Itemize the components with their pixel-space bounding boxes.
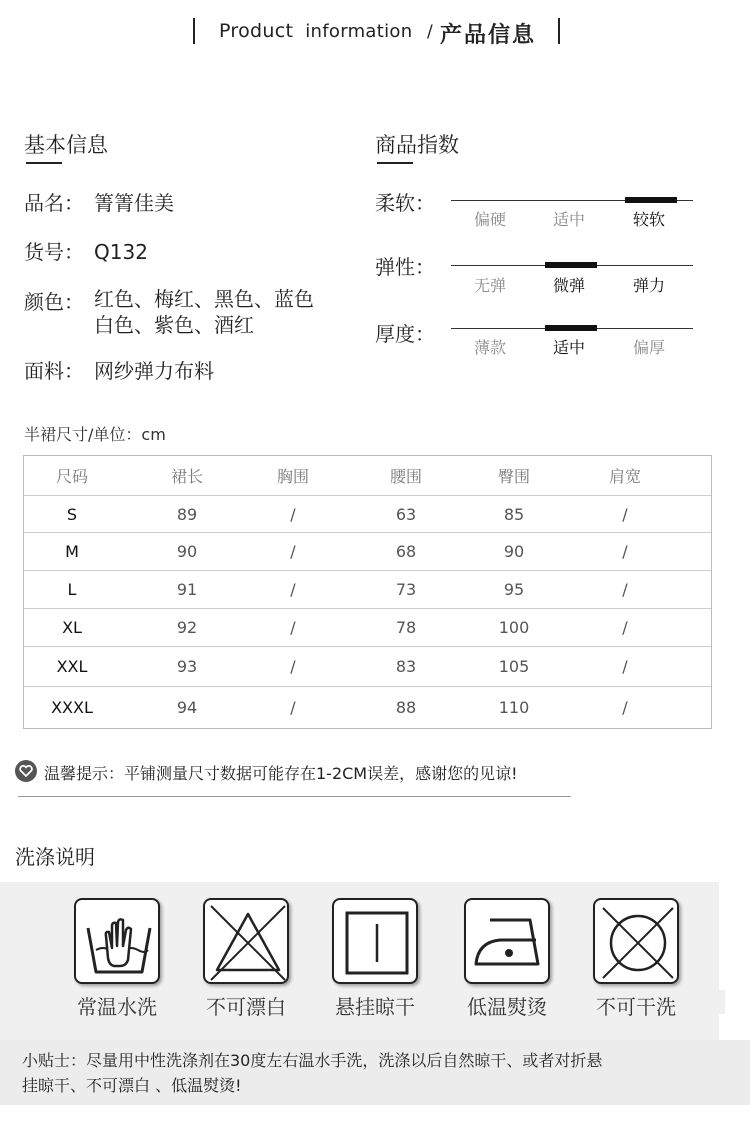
thickness-label: 厚度：	[375, 322, 435, 346]
softness-option-hard: 偏硬	[473, 210, 506, 229]
wash-instructions-title: 洗涤说明	[15, 845, 95, 869]
softness-label: 柔软：	[375, 191, 435, 215]
cell-hip: 85	[503, 504, 525, 524]
table-row	[24, 571, 711, 609]
cell-bust: /	[290, 504, 296, 524]
cell-shoulder: /	[622, 580, 628, 599]
color-value	[94, 286, 314, 338]
care-tips-text	[22, 1048, 712, 1098]
item-number-row	[24, 236, 148, 265]
thickness-indicator	[545, 325, 597, 331]
no-bleach-icon	[203, 898, 289, 984]
color-value-line2: 白色、紫色、酒红	[94, 313, 254, 337]
header-bar-right	[558, 18, 560, 44]
no-dry-clean-label: 不可干洗	[596, 995, 676, 1019]
fabric-label: 面料：	[24, 359, 84, 383]
cell-waist: 83	[395, 657, 417, 676]
color-label: 颜色：	[24, 290, 84, 314]
cell-length: 90	[176, 542, 198, 561]
cell-length: 89	[176, 504, 198, 524]
thickness-option-thin: 薄款	[473, 338, 506, 357]
color-value-line1: 红色、梅红、黑色、蓝色	[94, 287, 314, 311]
cell-length: 94	[176, 698, 198, 717]
size-table	[23, 455, 712, 729]
cell-bust: /	[290, 580, 296, 599]
elasticity-label: 弹性：	[375, 255, 435, 279]
product-index-title: 商品指数	[375, 133, 459, 157]
cell-hip: 110	[498, 698, 530, 717]
cell-waist: 63	[395, 504, 417, 524]
softness-indicator	[625, 197, 677, 203]
cell-length: 93	[176, 657, 198, 676]
fabric-value: 网纱弹力布料	[94, 359, 214, 383]
product-name-value: 箐箐佳美	[94, 191, 174, 215]
cell-hip: 95	[503, 580, 525, 599]
no-dry-clean-icon	[593, 898, 679, 984]
cell-bust: /	[290, 618, 296, 637]
hand-wash-label: 常温水洗	[77, 995, 157, 1019]
cell-shoulder: /	[622, 698, 628, 717]
cell-shoulder: /	[622, 657, 628, 676]
table-row	[24, 533, 711, 571]
header-en-word2: information	[305, 21, 413, 42]
heart-icon	[15, 760, 37, 782]
cell-size: XL	[62, 618, 82, 637]
cell-shoulder: /	[622, 618, 628, 637]
cell-hip: 100	[498, 618, 530, 637]
cell-waist: 68	[395, 542, 417, 561]
product-name-label: 品名：	[24, 191, 84, 215]
header-slash: /	[427, 22, 433, 42]
color-row	[24, 286, 94, 315]
thickness-option-medium: 适中	[552, 338, 585, 357]
cell-waist: 78	[395, 618, 417, 637]
header-length: 裙长	[170, 467, 203, 486]
header-chinese-title: 产品信息	[440, 23, 537, 48]
care-tips-line2: 挂晾干、不可漂白 、低温熨烫!	[22, 1076, 242, 1095]
section-header	[0, 18, 750, 48]
cell-bust: /	[290, 542, 296, 561]
elasticity-indicator	[545, 262, 597, 268]
header-bar-left	[193, 18, 195, 44]
measurement-tip: 温馨提示：平铺测量尺寸数据可能存在1-2CM误差，感谢您的见谅!	[44, 764, 518, 783]
table-row	[24, 687, 711, 728]
cell-shoulder: /	[622, 542, 628, 561]
cell-bust: /	[290, 657, 296, 676]
tip-divider	[18, 796, 571, 797]
header-en-word1: Product	[219, 20, 294, 42]
cell-shoulder: /	[622, 504, 628, 524]
basic-info-title: 基本信息	[24, 133, 108, 157]
product-index-underline	[377, 162, 413, 164]
thickness-option-thick: 偏厚	[632, 338, 665, 357]
table-row	[24, 496, 711, 533]
header-hip: 臀围	[497, 467, 530, 486]
cell-bust: /	[290, 698, 296, 717]
wash-panel	[0, 882, 719, 1040]
basic-info-underline	[26, 162, 62, 164]
cell-size: XXXL	[51, 698, 93, 717]
table-header-row	[24, 456, 711, 496]
elasticity-option-none: 无弹	[473, 276, 506, 295]
cell-length: 92	[176, 618, 198, 637]
hand-wash-icon	[74, 898, 160, 984]
size-table-title: 半裙尺寸/单位：cm	[24, 425, 166, 444]
cell-size: L	[67, 580, 77, 599]
low-iron-icon	[464, 898, 550, 984]
cell-hip: 90	[503, 542, 525, 561]
hang-dry-icon	[332, 898, 418, 984]
softness-option-soft: 较软	[632, 210, 665, 229]
no-bleach-label: 不可漂白	[206, 995, 286, 1019]
cell-size: S	[66, 504, 78, 524]
cell-waist: 73	[395, 580, 417, 599]
fabric-row	[24, 355, 214, 384]
table-row	[24, 609, 711, 647]
header-waist: 腰围	[389, 467, 422, 486]
cell-waist: 88	[395, 698, 417, 717]
low-iron-label: 低温熨烫	[467, 995, 547, 1019]
cell-size: XXL	[56, 657, 88, 676]
header-english	[219, 20, 412, 42]
header-bust: 胸围	[276, 467, 309, 486]
header-shoulder: 肩宽	[608, 467, 641, 486]
cell-size: M	[65, 542, 79, 561]
elasticity-option-slight: 微弹	[552, 276, 585, 295]
product-name-row	[24, 187, 174, 216]
wash-panel-edge	[719, 990, 725, 1014]
care-tips-panel	[0, 1040, 750, 1105]
item-number-value: Q132	[94, 240, 148, 264]
care-tips-line1: 小贴士：尽量用中性洗涤剂在30度左右温水手洗，洗涤以后自然晾干、或者对折悬	[22, 1051, 603, 1070]
softness-option-medium: 适中	[552, 210, 585, 229]
header-size: 尺码	[55, 467, 88, 486]
item-number-label: 货号：	[24, 240, 84, 264]
table-row	[24, 647, 711, 687]
hang-dry-label: 悬挂晾干	[335, 995, 415, 1019]
cell-hip: 105	[498, 657, 530, 676]
elasticity-option-stretch: 弹力	[632, 276, 665, 295]
cell-length: 91	[176, 580, 198, 599]
